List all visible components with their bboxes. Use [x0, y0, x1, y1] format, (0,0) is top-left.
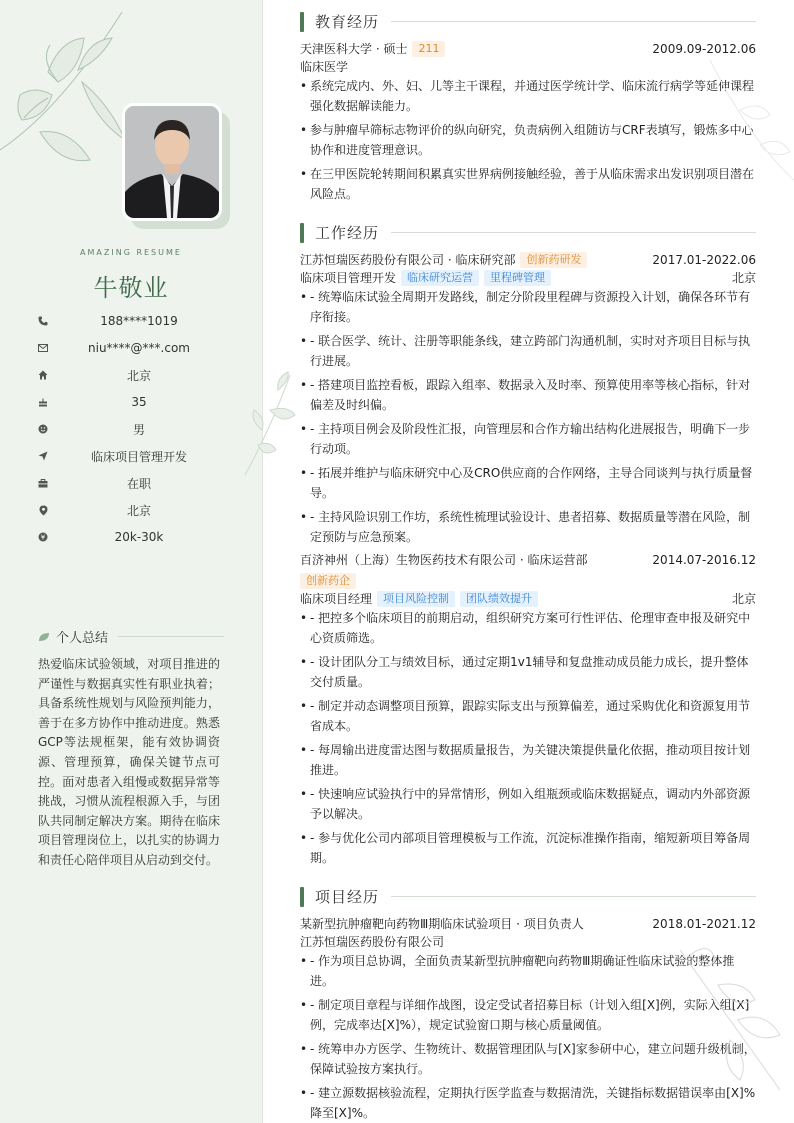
job-bullet: • - 每周输出进度雷达图与数据质量报告，为关键决策提供量化依据，推动项目按计划推进。 [300, 740, 756, 780]
education-major: 临床医学 [300, 60, 349, 74]
info-home [36, 365, 242, 385]
job-bullet: • - 搭建项目监控看板，跟踪入组率、数据录入及时率、预算使用率等核心指标，针对偏差及时纠偏。 [300, 375, 756, 415]
email-value: niu****@***.com [88, 341, 190, 355]
section-divider [391, 896, 756, 897]
job-bullet: • - 统筹临床试验全周期开发路线，制定分阶段里程碑与资源投入计划，确保各环节有序衔接。 [300, 287, 756, 327]
projects-section-header [300, 886, 756, 907]
job-date: 2014.07-2016.12 [652, 553, 756, 567]
project-bullet: • - 制定项目章程与详细作战图，设定受试者招募目标（计划入组[X]例，实际入组[X]例，完成率达[X]%），规定试验窗口期与核心质量阈值。 [300, 995, 756, 1035]
age-value: 35 [131, 395, 147, 409]
job-bullet: • - 把控多个临床项目的前期启动，组织研究方案可行性评估、伦理审查申报及研究中心资质筛选。 [300, 608, 756, 648]
info-gender [36, 419, 242, 439]
work-section-header [300, 222, 756, 243]
job-company: 百济神州（上海）生物医药技术有限公司 · 临床运营部 [300, 553, 588, 567]
info-phone [36, 311, 242, 331]
intention-value: 临床项目管理开发 [90, 449, 187, 464]
photo-frame [122, 103, 230, 229]
summary-title: 个人总结 [56, 631, 109, 646]
job-role-tag: 项目风险控制 [377, 591, 455, 607]
location-value: 北京 [126, 503, 151, 518]
job-bullet: • - 制定并动态调整项目预算，跟踪实际支出与预算偏差，通过采购优化和资源复用节省成本。 [300, 696, 756, 736]
job-company-tag-row [300, 573, 756, 589]
job-company-tag: 创新药企 [300, 573, 356, 589]
job-company-row [300, 252, 756, 268]
summary-text: 热爱临床试验领域，对项目推进的严谨性与数据真实性有职业执着；具备系统性规划与风险预判能力，善于在多方协作中推动进度。熟悉GCP等法规框架，能有效协调资源、管理预算，确保关键节点可控。面对患者入组慢或数据异常等挑战，习惯从流程根源入手，与团队共同制定解决方案。期待在临床项目管理岗位上，以扎实的协调力和责任心陪伴项目从启动到交付。 [38, 657, 220, 867]
gender-value: 男 [132, 422, 145, 437]
summary-divider [118, 636, 224, 637]
job-role-row [300, 270, 756, 286]
project-date: 2018.01-2021.12 [652, 917, 756, 931]
education-date: 2009.09-2012.06 [652, 42, 756, 56]
job-company: 江苏恒瑞医药股份有限公司 · 临床研究部 [300, 253, 516, 267]
education-school: 天津医科大学 · 硕士 [300, 42, 408, 56]
job-bullet: • - 主持风险识别工作坊，系统性梳理试验设计、患者招募、数据质量等潜在风险，制定预防与应急预案。 [300, 507, 756, 547]
education-title: 教育经历 [315, 13, 380, 31]
job-location: 北京 [731, 271, 756, 285]
job-role-row [300, 591, 756, 607]
info-status [36, 473, 242, 493]
education-school-row [300, 41, 756, 57]
education-major-row [300, 59, 756, 75]
job-company-tag: 创新药研发 [520, 252, 587, 268]
job-bullet: • - 联合医学、统计、注册等职能条线，建立跨部门沟通机制，实时对齐项目目标与执行进展。 [300, 331, 756, 371]
job-role-tag: 团队绩效提升 [460, 591, 538, 607]
job-role: 临床项目经理 [300, 592, 373, 606]
info-age [36, 392, 242, 412]
job-bullet: • - 参与优化公司内部项目管理模板与工作流，沉淀标准操作指南，缩短新项目筹备周期。 [300, 828, 756, 868]
hometown-value: 北京 [126, 368, 151, 383]
info-salary [36, 527, 242, 547]
projects-title: 项目经历 [315, 888, 380, 906]
education-bullet: • 系统完成内、外、妇、儿等主干课程，并通过医学统计学、临床流行病学等延伸课程强化数据解读能力。 [300, 76, 756, 116]
education-bullet: • 参与肿瘤早筛标志物评价的纵向研究，负责病例入组随访与CRF表填写，锻炼多中心协作和进度管理意识。 [300, 120, 756, 160]
job-date: 2017.01-2022.06 [652, 253, 756, 267]
svg-text:¥: ¥ [40, 533, 46, 542]
faint-leaf-decoration-icon [670, 940, 794, 1100]
project-org: 江苏恒瑞医药股份有限公司 [300, 935, 445, 949]
candidate-name: 牛敬业 [93, 274, 169, 302]
status-value: 在职 [126, 476, 151, 491]
job-role-tag: 临床研究运营 [401, 270, 479, 286]
faint-leaf-decoration-icon [700, 60, 794, 220]
job-bullet: • - 设计团队分工与绩效目标，通过定期1v1辅导和复盘推动成员能力成长，提升整体交付质量。 [300, 652, 756, 692]
education-tag: 211 [412, 41, 445, 57]
phone-value: 188****1019 [100, 314, 178, 328]
job-role: 临床项目管理开发 [300, 271, 397, 285]
summary-header [38, 627, 224, 646]
avatar [122, 103, 222, 221]
branch-decoration-icon [240, 370, 300, 480]
education-section-header [300, 11, 756, 32]
resume-subtitle: AMAZING RESUME [80, 248, 182, 257]
info-intention [36, 446, 242, 466]
section-divider [391, 232, 756, 233]
project-bullet: • - 建立源数据核验流程，定期执行医学监查与数据清洗，关键指标数据错误率由[X]%降至[X]%。 [300, 1083, 756, 1123]
section-marker [300, 12, 304, 32]
project-name-row [300, 916, 756, 932]
work-title: 工作经历 [315, 224, 380, 242]
salary-value: 20k-30k [114, 530, 164, 544]
section-marker [300, 223, 304, 243]
project-bullet: • - 统筹申办方医学、生物统计、数据管理团队与[X]家参研中心，建立问题升级机制，保障试验按方案执行。 [300, 1039, 756, 1079]
info-email [36, 338, 242, 358]
section-marker [300, 887, 304, 907]
leaf-decoration-icon [0, 10, 135, 170]
job-bullet: • - 快速响应试验执行中的异常情形，例如入组瓶颈或临床数据疑点，调动内外部资源予以解决。 [300, 784, 756, 824]
job-location: 北京 [731, 592, 756, 606]
leaf-icon [38, 632, 50, 642]
education-bullet: • 在三甲医院轮转期间积累真实世界病例接触经验，善于从临床需求出发识别项目潜在风险点。 [300, 164, 756, 204]
job-role-tag: 里程碑管理 [484, 270, 551, 286]
job-bullet: • - 拓展并维护与临床研究中心及CRO供应商的合作网络，主导合同谈判与执行质量督导。 [300, 463, 756, 503]
project-name: 某新型抗肿瘤靶向药物Ⅲ期临床试验项目 · 项目负责人 [300, 917, 584, 931]
job-bullet: • - 主持项目例会及阶段性汇报，向管理层和合作方输出结构化进展报告，明确下一步行动项。 [300, 419, 756, 459]
project-bullet: • - 作为项目总协调，全面负责某新型抗肿瘤靶向药物Ⅲ期确证性临床试验的整体推进。 [300, 951, 756, 991]
job-company-row [300, 552, 756, 568]
info-location [36, 500, 242, 520]
section-divider [391, 21, 756, 22]
